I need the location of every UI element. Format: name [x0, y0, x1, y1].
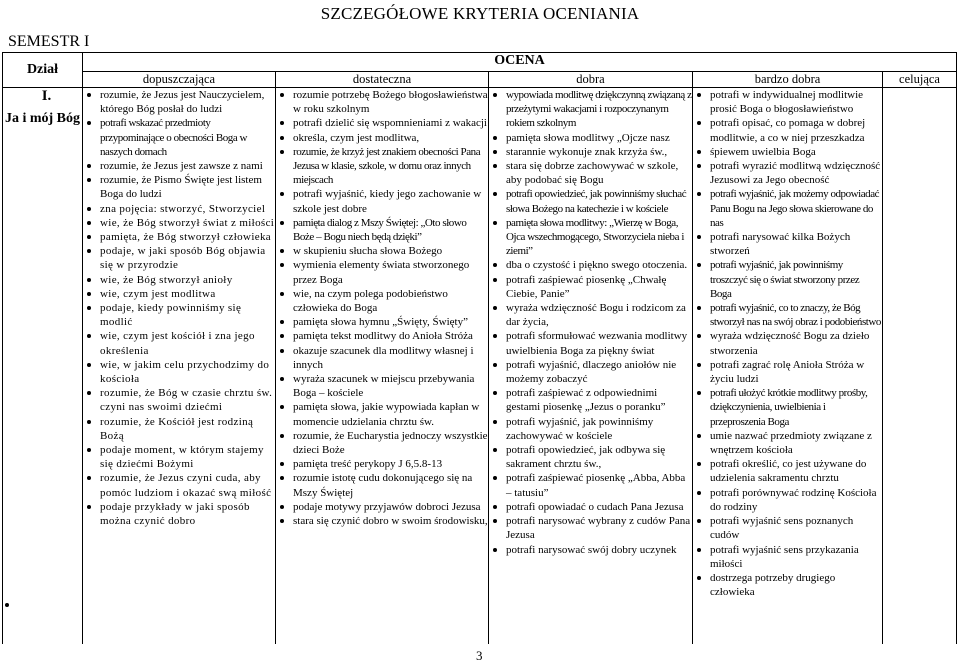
list-item: potrafi dzielić się wspomnieniami z wakacji [293, 117, 487, 130]
list-item: pamięta treść perykopy J 6,5.8-13 [291, 457, 488, 471]
list-item: pamięta słowa modlitwy: „Wierzę w Boga, Ojca wszechmogącego, Stworzyciela nieba i ziemi” [504, 216, 692, 259]
list-item: dba o czystość i piękno swego otoczenia. [504, 258, 692, 272]
header-level-dopuszczajaca: dopuszczająca [83, 71, 276, 87]
list-item: potrafi porównywać rodzinę Kościoła do rodziny [708, 486, 882, 514]
list-item: potrafi wyjaśnić, jak możemy odpowiadać Panu Bogu na Jego słowa skierowane do nas [708, 187, 882, 230]
list-item: rozumie, że Jezus czyni cuda, aby pomóc ludziom i okazać swą miłość [98, 471, 275, 499]
list-item: wie, w jakim celu przychodzimy do kościoła [98, 358, 275, 386]
list-item: rozumie, że Jezus jest Nauczycielem, którego Bóg posłał do ludzi [98, 88, 275, 116]
list-item: potrafi wyjaśnić, dlaczego aniołów nie możemy zobaczyć [504, 358, 692, 386]
list-item: wie, że Bóg stworzył anioły [98, 273, 275, 287]
list-item: potrafi wyjaśnić, jak powinniśmy zachowywać w kościele [504, 415, 692, 443]
section-number: I. [41, 88, 52, 104]
column-dopuszczajaca [83, 88, 276, 645]
list-item: wyraża wdzięczność Bogu za dzieło stworzenia [708, 329, 882, 357]
list-item: rozumie, że Jezus jest zawsze z nami [98, 159, 275, 173]
list-item: podaje motywy przyjawów dobroci Jezusa [291, 500, 488, 514]
column-dobra [489, 88, 693, 645]
list-item: potrafi opisać, co pomaga w dobrej modlitwie, a co w niej przeszkadza [708, 116, 882, 144]
list-item: stara się dobrze zachowywać w szkole, aby podobać się Bogu [504, 159, 692, 187]
list-item: podaje, kiedy powinniśmy się modlić [98, 301, 275, 329]
list-item: potrafi narysować kilka Bożych stworzeń [708, 230, 882, 258]
list-item: w skupieniu słucha słowa Bożego [291, 244, 488, 258]
list-bardzo-dobra [693, 88, 882, 599]
list-item: wypowiada modlitwę dziękczynną związaną z przeżytymi wakacjami i rozpoczynanym rokiem szkolnym [506, 89, 692, 130]
header-dzial: Dział [3, 53, 83, 88]
header-level-dobra: dobra [489, 71, 693, 87]
list-item: potrafi narysować wybrany z cudów Pana Jezusa [506, 515, 691, 542]
column-dostateczna [276, 88, 489, 645]
list-item: potrafi ułożyć krótkie modlitwy prośby, dziękczynienia, uwielbienia i przeproszenia Boga [708, 386, 882, 429]
list-item: rozumie istotę cudu dokonującego się na Mszy Świętej [291, 471, 488, 499]
list-item: rozumie, że Kościół jest rodziną Bożą [98, 415, 275, 443]
list-item: potrafi opowiedzieć, jak odbywa się sakrament chrztu św., [504, 443, 692, 471]
criteria-table [2, 52, 957, 644]
list-item: umie nazwać przedmioty związane z wnętrzem kościoła [708, 429, 882, 457]
list-item: rozumie, że Eucharystia jednoczy wszystkie dzieci Boże [293, 429, 488, 457]
page-title: SZCZEGÓŁOWE KRYTERIA OCENIANIA [320, 4, 640, 23]
list-item: podaje moment, w którym stajemy się dziećmi Bożymi [98, 443, 275, 471]
list-item: starannie wykonuje znak krzyża św., [504, 145, 692, 159]
list-item: potrafi zaśpiewać piosenkę „Chwałę Ciebie, Panie” [504, 273, 692, 301]
semester-label: SEMESTR I [8, 33, 90, 50]
list-item: wie, że Bóg stworzył świat z miłości [100, 216, 275, 229]
list-item: potrafi wyjaśnić, co to znaczy, że Bóg stworzył nas na swój obraz i podobieństwo [710, 302, 881, 329]
list-item: potrafi wyjaśnić, jak powinniśmy troszczyć się o świat stworzony przez Boga [708, 258, 882, 301]
list-dopuszczajaca [83, 88, 275, 528]
list-item: dostrzega potrzeby drugiego człowieka [708, 571, 882, 599]
list-item: podaje, w jaki sposób Bóg objawia się w przyrodzie [98, 244, 275, 272]
list-item: pamięta dialog z Mszy Świętej: „Oto słowo Boże – Bogu niech będą dzięki” [291, 216, 488, 244]
list-item: potrafi wyjaśnić sens poznanych cudów [708, 514, 882, 542]
list-item: wie, czym jest modlitwa [98, 287, 275, 301]
list-item: określa, czym jest modlitwa, [291, 131, 488, 145]
list-item: pamięta słowa hymnu „Święty, Święty” [291, 315, 488, 329]
list-item: wie, czym jest kościół i zna jego określenia [98, 329, 275, 357]
list-item: podaje przykłady w jaki sposób można czynić dobro [98, 500, 275, 528]
list-item: wyraża szacunek w miejscu przebywania Boga – kościele [291, 372, 488, 400]
list-item: potrafi opowiadać o cudach Pana Jezusa [504, 500, 692, 514]
list-dostateczna [276, 88, 488, 528]
list-item: potrafi wyrazić modlitwą wdzięczność Jezusowi za Jego obecność [710, 160, 881, 187]
list-item: potrafi zaśpiewać z odpowiednimi gestami piosenkę „Jezus o poranku” [504, 386, 692, 414]
list-item: wie, na czym polega podobieństwo człowieka do Boga [291, 287, 488, 315]
list-item: potrafi zagrać rolę Anioła Stróża w życiu ludzi [708, 358, 882, 386]
header-level-celujaca: celująca [883, 71, 957, 87]
list-item: wymienia elementy świata stworzonego przez Boga [291, 258, 488, 286]
column-celujaca [883, 88, 957, 645]
list-item: potrafi w indywidualnej modlitwie prosić Boga o błogosławieństwo [708, 88, 882, 116]
list-item: potrafi opowiedzieć, jak powinniśmy słuchać słowa Bożego na katechezie i w kościele [504, 187, 692, 215]
header-level-bardzo-dobra: bardzo dobra [693, 71, 883, 87]
list-item: potrafi wyjaśnić, kiedy jego zachowanie w szkole jest dobre [291, 187, 488, 215]
list-item: potrafi narysować swój dobry uczynek [504, 543, 692, 557]
list-item: rozumie, że Bóg w czasie chrztu św. czyni nas swoimi dziećmi [98, 386, 275, 414]
page-number: 3 [476, 648, 483, 663]
bullet-mark [5, 603, 9, 607]
list-item: rozumie, że krzyż jest znakiem obecności Pana Jezusa w klasie, szkole, w domu oraz innych miejscach [291, 145, 488, 188]
list-item: wyraża wdzięczność Bogu i rodzicom za dar życia, [504, 301, 692, 329]
section-name: Ja i mój Bóg [4, 111, 81, 126]
list-item: potrafi sformułować wezwania modlitwy uwielbienia Boga za piękny świat [504, 329, 692, 357]
list-item: rozumie, że Pismo Święte jest listem Boga do ludzi [98, 173, 275, 201]
list-item: pamięta słowa, jakie wypowiada kapłan w momencie udzielania chrztu św. [291, 400, 488, 428]
list-item: zna pojęcia: stworzyć, Stworzyciel [98, 202, 275, 216]
section-cell [3, 88, 83, 645]
list-item: śpiewem uwielbia Boga [708, 145, 882, 159]
list-item: pamięta słowa modlitwy „Ojcze nasz [504, 131, 692, 145]
list-item: okazuje szacunek dla modlitwy własnej i innych [291, 344, 488, 372]
header-level-dostateczna: dostateczna [276, 71, 489, 87]
list-dobra [489, 88, 692, 557]
list-item: pamięta, że Bóg stworzył człowieka [98, 230, 275, 244]
header-ocena: OCENA [83, 53, 957, 72]
list-item: rozumie potrzebę Bożego błogosławieństwa w roku szkolnym [293, 89, 488, 116]
list-item: stara się czynić dobro w swoim środowisku, [293, 515, 488, 528]
list-item: potrafi wskazać przedmioty przypominające o obecności Boga w naszych domach [98, 116, 275, 159]
list-item: potrafi wyjaśnić sens przykazania miłości [708, 543, 882, 571]
list-item: potrafi zaśpiewać piosenkę „Abba, Abba – tatusiu” [504, 471, 692, 499]
column-bardzo-dobra [693, 88, 883, 645]
list-item: pamięta tekst modlitwy do Anioła Stróża [291, 329, 488, 343]
list-item: potrafi określić, co jest używane do udzielenia sakramentu chrztu [708, 457, 882, 485]
